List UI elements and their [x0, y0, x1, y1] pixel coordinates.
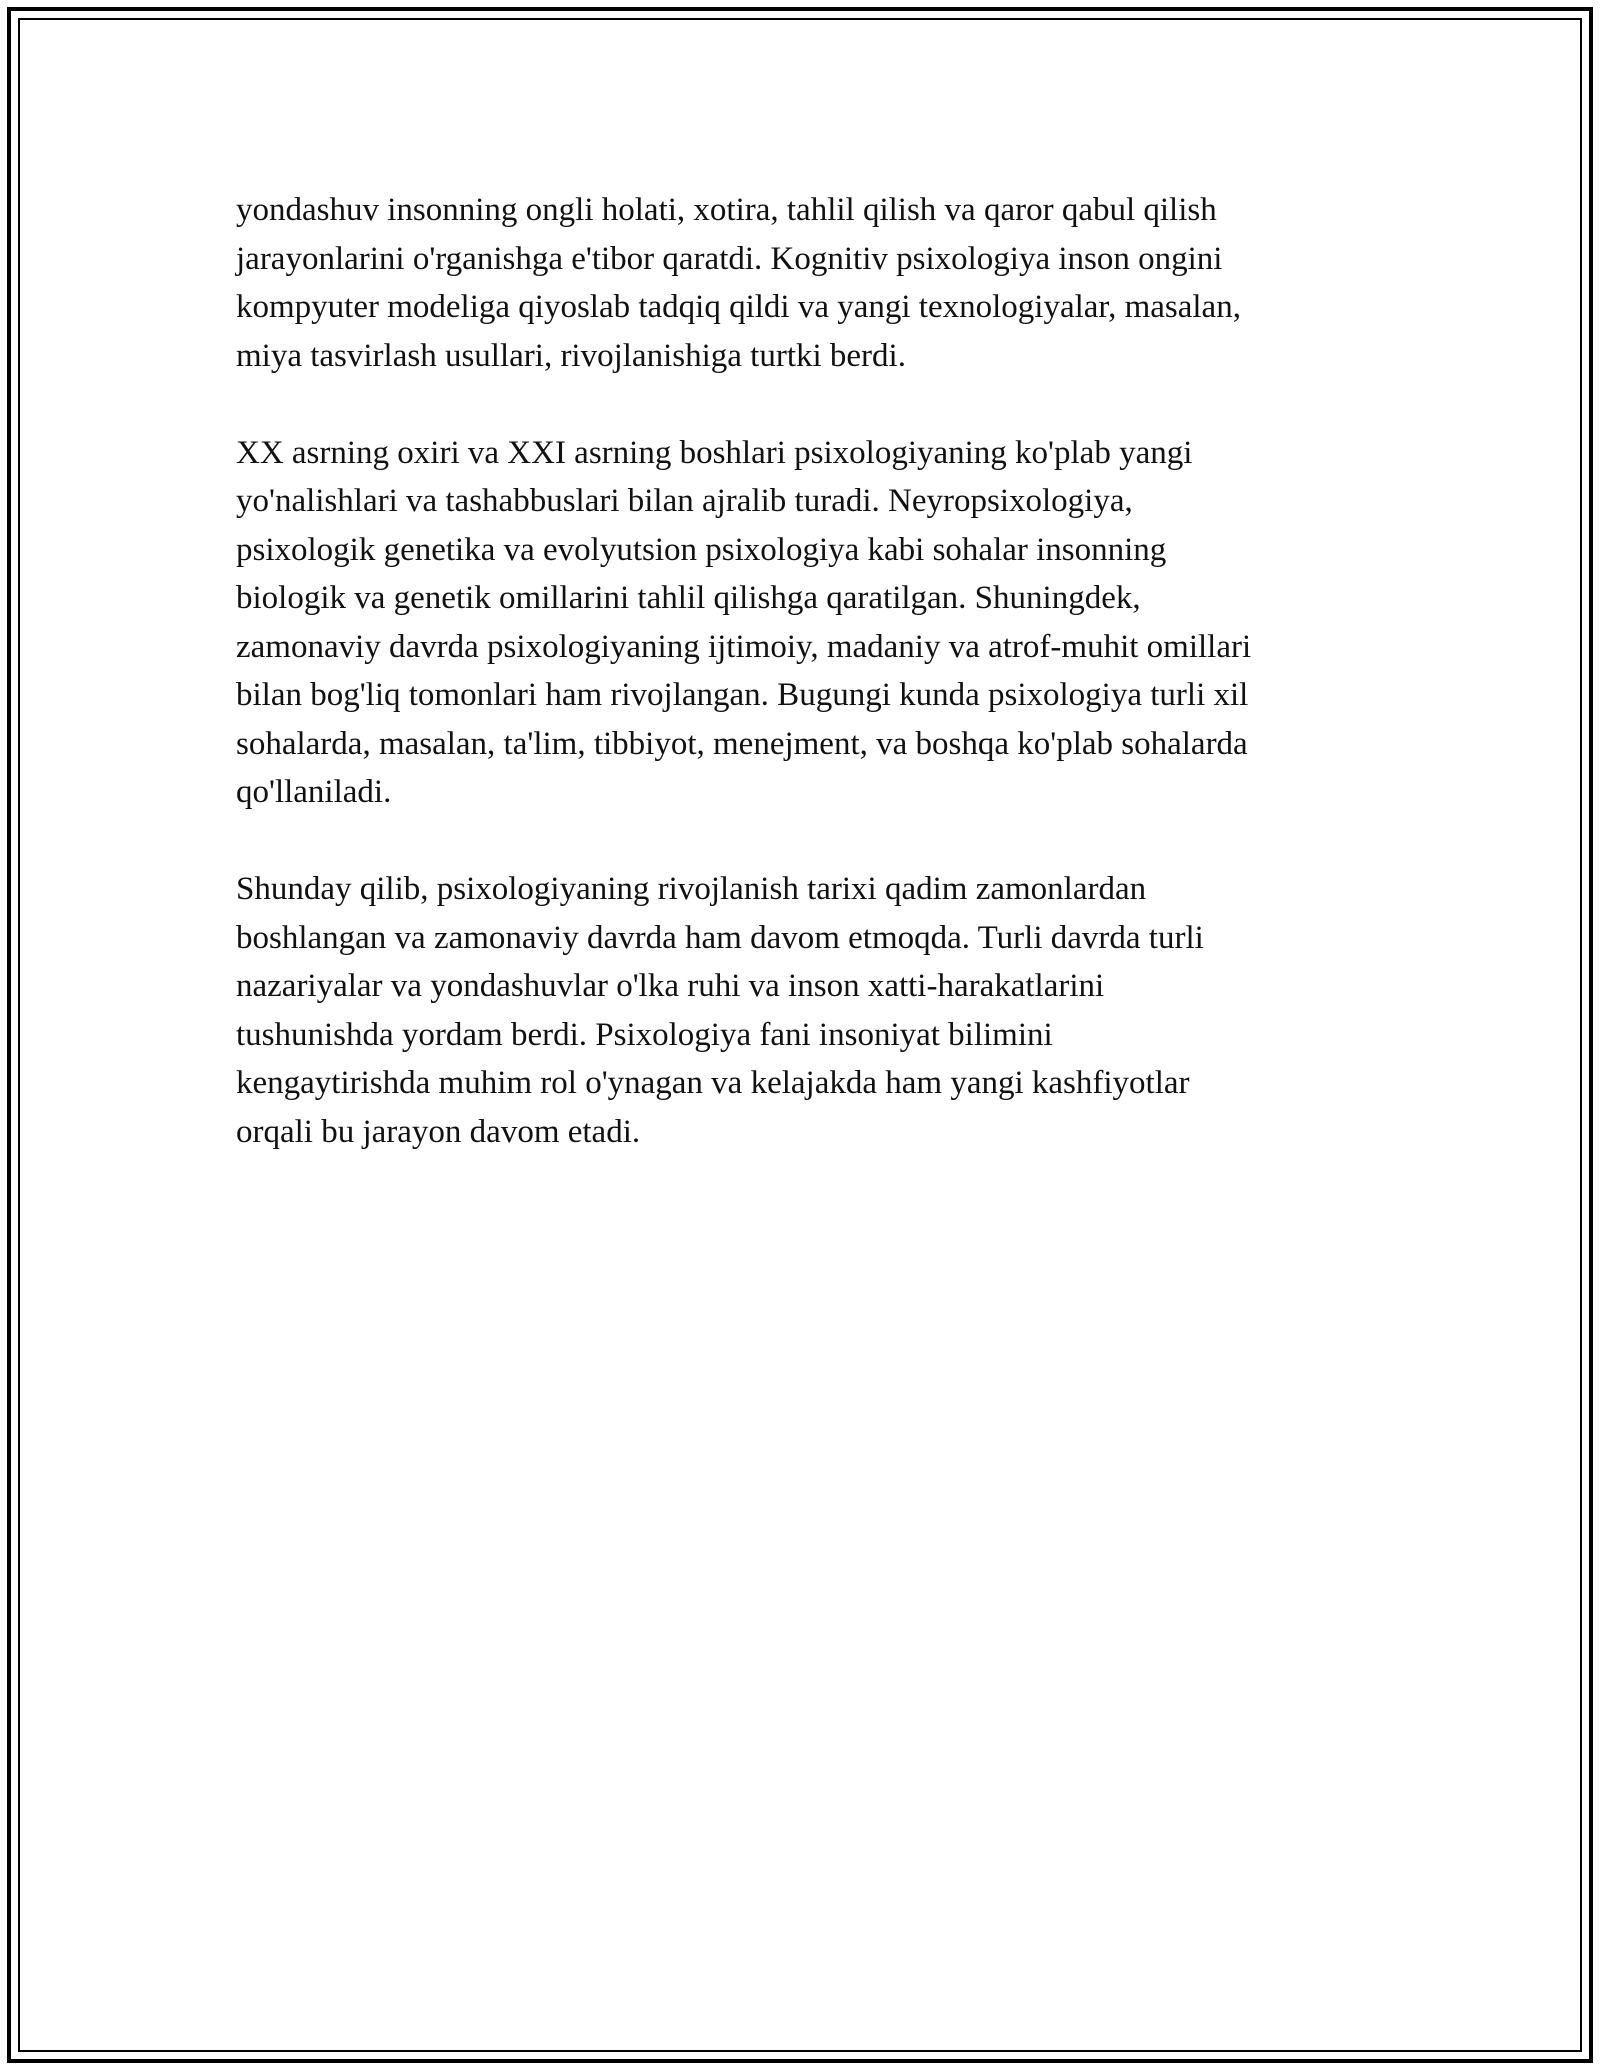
document-body	[236, 186, 1376, 1205]
paragraph-1: yondashuv insonning ongli holati, xotira, tahlil qilish va qaror qabul qilish jarayonlarini o'rganishga e'tibor qaratdi. Kognitiv psixologiya inson ongini kompyuter modeliga qiyoslab tadqiq qildi va yangi texnologiyalar, masalan, miya tasvirlash usullari, rivojlanishiga turtki berdi.	[236, 192, 1241, 374]
paragraph-3: Shunday qilib, psixologiyaning rivojlanish tarixi qadim zamonlardan boshlangan va zamonaviy davrda ham davom etmoqda. Turli davrda turli nazariyalar va yondashuvlar o'lka ruhi va inson xatti-harakatlarini tushunishda yordam berdi. Psixologiya fani insoniyat bilimini kengaytirishda muhim rol o'ynagan va kelajakda ham yangi kashfiyotlar orqali bu jarayon davom etadi.	[236, 871, 1204, 1150]
paragraph-2: XX asrning oxiri va XXI asrning boshlari psixologiyaning ko'plab yangi yo'nalishlari va tashabbuslari bilan ajralib turadi. Neyropsixologiya, psixologik genetika va evolyutsion psixologiya kabi sohalar insonning biologik va genetik omillarini tahlil qilishga qaratilgan. Shuningdek, zamonaviy davrda psixologiyaning ijtimoiy, madaniy va atrof-muhit omillari bilan bog'liq tomonlari ham rivojlangan. Bugungi kunda psixologiya turli xil sohalarda, masalan, ta'lim, tibbiyot, menejment, va boshqa ko'plab sohalarda qo'llaniladi.	[236, 434, 1252, 810]
